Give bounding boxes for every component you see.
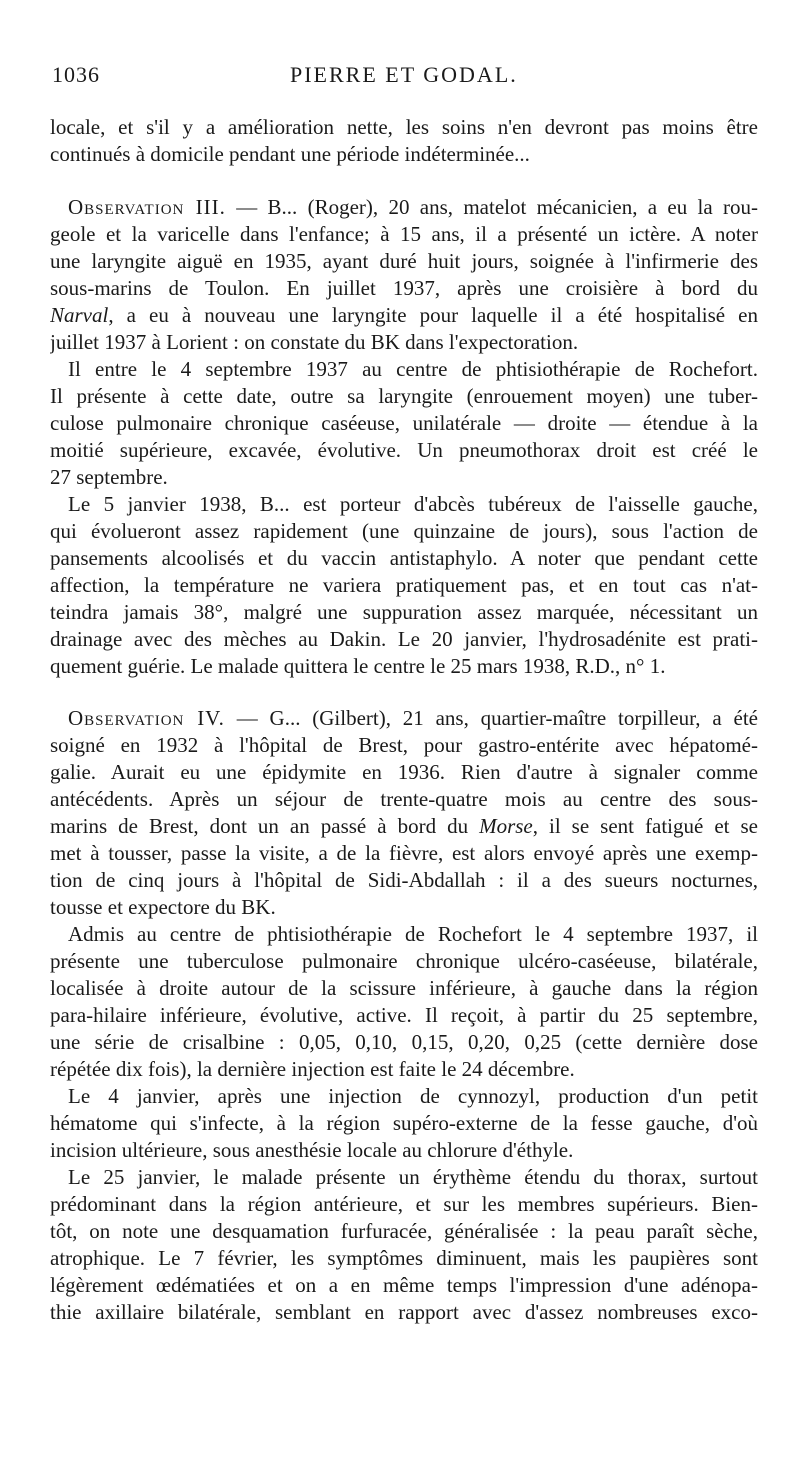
text-line: culose pulmonaire chronique caséeuse, unilatérale — droite — étendue à la bbox=[50, 411, 758, 435]
text-line: localisée à droite autour de la scissure inférieure, à gauche dans la région bbox=[50, 976, 758, 1000]
text-line: tion de cinq jours à l'hôpital de Sidi-Abdallah : il a des sueurs nocturnes, bbox=[50, 868, 758, 892]
observation-label: Observation IV. bbox=[68, 706, 225, 730]
text-line: Le 25 janvier, le malade présente un érythème étendu du thorax, surtout bbox=[68, 1165, 758, 1189]
text-line: — G... (Gilbert), 21 ans, quartier-maître torpilleur, a été bbox=[224, 706, 758, 730]
text-line: met à tousser, passe la visite, a de la fièvre, est alors envoyé après une exemp- bbox=[50, 841, 758, 865]
text-line: — B... (Roger), 20 ans, matelot mécanicien, a eu la rou- bbox=[225, 195, 758, 219]
text-line: locale, et s'il y a amélioration nette, les soins n'en devront pas moins être bbox=[50, 115, 758, 139]
text-line: légèrement œdématiées et on a en même temps l'impression d'une adénopa- bbox=[50, 1273, 758, 1297]
text-line: para-hilaire inférieure, évolutive, active. Il reçoit, à partir du 25 septembre, bbox=[50, 1003, 758, 1027]
text-line: Il entre le 4 septembre 1937 au centre de phtisiothérapie de Rochefort. bbox=[68, 357, 758, 381]
text-line: , a eu à nouveau une laryngite pour laquelle il a été hospitalisé en bbox=[108, 303, 758, 327]
page-header bbox=[50, 62, 758, 92]
text-line: drainage avec des mèches au Dakin. Le 20 janvier, l'hydrosadénite est prati- bbox=[50, 627, 758, 651]
observation-iii bbox=[50, 194, 758, 680]
text-line: antécédents. Après un séjour de trente-quatre mois au centre des sous- bbox=[50, 787, 758, 811]
text-line: juillet 1937 à Lorient : on constate du BK dans l'expectoration. bbox=[50, 330, 579, 354]
text-line: teindra jamais 38°, malgré une suppuration assez marquée, nécessitant un bbox=[50, 600, 758, 624]
text-line: pansements alcoolisés et du vaccin antistaphylo. A noter que pendant cette bbox=[50, 546, 758, 570]
vessel-name: Narval bbox=[50, 303, 109, 327]
vessel-name: Morse bbox=[479, 814, 533, 838]
text-line: thie axillaire bilatérale, semblant en rapport avec d'assez nombreuses exco- bbox=[50, 1300, 758, 1324]
text-line: continués à domicile pendant une période indéterminée... bbox=[50, 142, 530, 166]
text-line: soigné en 1932 à l'hôpital de Brest, pour gastro-entérite avec hépatomé- bbox=[50, 733, 758, 757]
text-line: une laryngite aiguë en 1935, ayant duré huit jours, soignée à l'infirmerie des bbox=[50, 249, 758, 273]
text-line: qui évolueront assez rapidement (une quinzaine de jours), sous l'action de bbox=[50, 519, 758, 543]
text-line: Il présente à cette date, outre sa laryngite (enrouement moyen) une tuber- bbox=[50, 384, 758, 408]
intro-paragraph bbox=[50, 114, 758, 168]
observation-label: Observation III. bbox=[68, 195, 226, 219]
text-line: atrophique. Le 7 février, les symptômes diminuent, mais les paupières sont bbox=[50, 1246, 758, 1270]
text-line: Le 5 janvier 1938, B... est porteur d'abcès tubéreux de l'aisselle gauche, bbox=[68, 492, 758, 516]
text-line: marins de Brest, dont un an passé à bord du bbox=[50, 814, 480, 838]
text-line: moitié supérieure, excavée, évolutive. Un pneumothorax droit est créé le bbox=[50, 438, 758, 462]
text-line: incision ultérieure, sous anesthésie locale au chlorure d'éthyle. bbox=[50, 1138, 574, 1162]
text-line: 27 septembre. bbox=[50, 465, 168, 489]
text-line: une série de crisalbine : 0,05, 0,10, 0,15, 0,20, 0,25 (cette dernière dose bbox=[50, 1030, 758, 1054]
text-line: hématome qui s'infecte, à la région supéro-externe de la fesse gauche, d'où bbox=[50, 1111, 758, 1135]
text-line: tousse et expectore du BK. bbox=[50, 895, 276, 919]
text-line: présente une tuberculose pulmonaire chronique ulcéro-caséeuse, bilatérale, bbox=[50, 949, 758, 973]
text-line: geole et la varicelle dans l'enfance; à 15 ans, il a présenté un ictère. A noter bbox=[50, 222, 758, 246]
text-line: , il se sent fatigué et se bbox=[532, 814, 758, 838]
observation-iv bbox=[50, 705, 758, 1326]
text-line: Le 4 janvier, après une injection de cynnozyl, production d'un petit bbox=[68, 1084, 758, 1108]
text-line: Admis au centre de phtisiothérapie de Rochefort le 4 septembre 1937, il bbox=[68, 922, 758, 946]
text-line: tôt, on note une desquamation furfuracée, généralisée : la peau paraît sèche, bbox=[50, 1219, 758, 1243]
text-line: sous-marins de Toulon. En juillet 1937, après une croisière à bord du bbox=[50, 276, 758, 300]
text-line: galie. Aurait eu une épidymite en 1936. Rien d'autre à signaler comme bbox=[50, 760, 758, 784]
page-number: 1036 bbox=[52, 62, 100, 87]
text-line: prédominant dans la région antérieure, et sur les membres supérieurs. Bien- bbox=[50, 1192, 758, 1216]
text-line: affection, la température ne variera pratiquement pas, et en tout cas n'at- bbox=[50, 573, 758, 597]
running-title: PIERRE ET GODAL. bbox=[290, 62, 518, 87]
text-line: quement guérie. Le malade quittera le centre le 25 mars 1938, R.D., n° 1. bbox=[50, 654, 666, 678]
text-line: répétée dix fois), la dernière injection est faite le 24 décembre. bbox=[50, 1057, 575, 1081]
